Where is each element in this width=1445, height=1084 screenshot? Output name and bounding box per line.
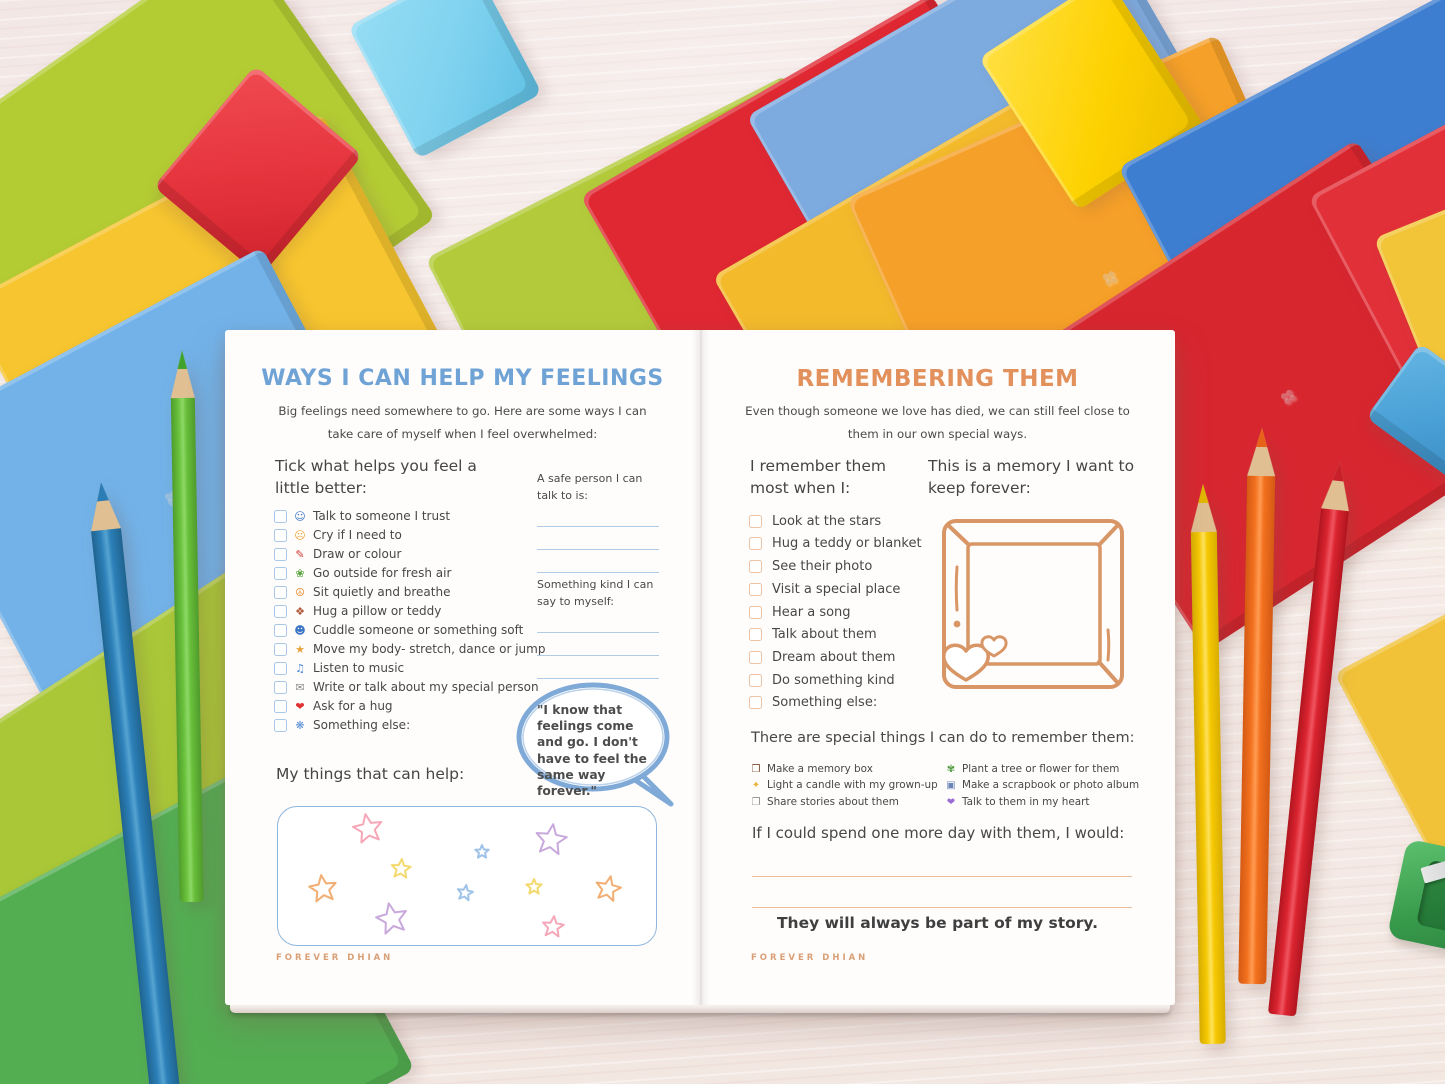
checklist-item bbox=[749, 650, 934, 667]
book-spine bbox=[692, 330, 710, 1005]
item-label: Listen to music bbox=[313, 661, 405, 676]
page-title: REMEMBERING THEM bbox=[796, 366, 1079, 392]
memory-frame[interactable] bbox=[936, 512, 1130, 698]
checkbox[interactable] bbox=[274, 510, 287, 523]
item-icon: ❒ bbox=[751, 763, 761, 775]
checkbox[interactable] bbox=[274, 662, 287, 675]
item-label: Cry if I need to bbox=[313, 528, 402, 543]
item-icon: ❖ bbox=[295, 605, 305, 619]
item-label: Talk to someone I trust bbox=[313, 509, 451, 524]
list-item bbox=[750, 763, 945, 777]
item-icon: ✎ bbox=[295, 548, 305, 562]
item-label: Share stories about them bbox=[767, 795, 899, 808]
item-label: Cuddle someone or something soft bbox=[313, 623, 524, 638]
open-workbook bbox=[225, 330, 1175, 1005]
item-label: Look at the stars bbox=[772, 513, 882, 529]
item-icon: ☹ bbox=[294, 529, 306, 543]
item-label: Make a memory box bbox=[767, 762, 873, 775]
write-line[interactable] bbox=[752, 885, 1132, 908]
picture-frame-doodle bbox=[936, 512, 1130, 698]
checkbox[interactable] bbox=[749, 515, 762, 528]
sharpener-blade bbox=[1420, 848, 1445, 884]
brand-footer: FOREVER DHIAN bbox=[751, 953, 869, 963]
closing-statement: They will always be part of my story. bbox=[776, 914, 1099, 932]
page-ways-i-can-help bbox=[225, 330, 700, 1005]
checkbox[interactable] bbox=[274, 567, 287, 580]
item-icon: ▣ bbox=[946, 780, 956, 791]
item-icon: ✾ bbox=[946, 763, 956, 775]
item-label: Draw or colour bbox=[313, 547, 402, 562]
write-line[interactable] bbox=[537, 641, 659, 656]
item-icon: ❤ bbox=[295, 700, 305, 714]
item-icon: ★ bbox=[295, 643, 305, 657]
checkbox[interactable] bbox=[274, 624, 287, 637]
checklist-item bbox=[274, 661, 534, 677]
write-line[interactable] bbox=[537, 512, 659, 527]
item-icon: ♫ bbox=[295, 662, 305, 676]
checklist-item bbox=[749, 559, 934, 576]
checkbox[interactable] bbox=[274, 605, 287, 618]
checkbox[interactable] bbox=[749, 606, 762, 619]
checklist-item bbox=[749, 536, 934, 553]
checklist-item bbox=[274, 699, 534, 715]
write-line[interactable] bbox=[537, 664, 659, 679]
item-label: Move my body- stretch, dance or jump bbox=[313, 642, 546, 657]
write-line[interactable] bbox=[537, 618, 659, 633]
list-item bbox=[750, 779, 945, 793]
item-label: Talk about them bbox=[772, 627, 877, 643]
remember-checklist bbox=[749, 508, 934, 718]
kind-words-label: Something kind I can say to myself: bbox=[537, 578, 654, 609]
list-item bbox=[945, 779, 1140, 793]
checklist-item bbox=[274, 547, 534, 563]
checkbox[interactable] bbox=[749, 537, 762, 550]
item-icon: ☮ bbox=[295, 586, 305, 600]
item-icon: ☻ bbox=[294, 624, 306, 638]
item-label: Something else: bbox=[313, 718, 411, 733]
special-list-left bbox=[750, 760, 945, 812]
item-label: Hear a song bbox=[772, 604, 851, 620]
checkbox[interactable] bbox=[274, 719, 287, 732]
checklist-item bbox=[749, 627, 934, 644]
feelings-checklist bbox=[274, 506, 546, 737]
checkbox[interactable] bbox=[749, 651, 762, 664]
item-label: Hug a teddy or blanket bbox=[772, 536, 922, 552]
item-icon: ❤ bbox=[946, 796, 956, 808]
special-heading: There are special things I can do to remember them: bbox=[751, 730, 1135, 746]
brand-footer: FOREVER DHIAN bbox=[276, 953, 394, 963]
checklist-item bbox=[274, 566, 534, 582]
checkbox[interactable] bbox=[274, 586, 287, 599]
one-more-day-heading: If I could spend one more day with them, I would: bbox=[752, 824, 1125, 842]
item-label: Write or talk about my special person bbox=[313, 680, 539, 695]
page-subtitle: Even though someone we love has died, we can still feel close to them in our own special ways. bbox=[745, 404, 1130, 441]
page-remembering-them bbox=[700, 330, 1175, 1005]
item-icon: ❋ bbox=[295, 719, 305, 733]
checklist-item bbox=[274, 528, 534, 544]
item-label: Light a candle with my grown-up bbox=[767, 779, 938, 791]
things-heading: My things that can help: bbox=[276, 765, 465, 783]
item-label: Dream about them bbox=[772, 649, 896, 665]
item-label: Talk to them in my heart bbox=[962, 795, 1090, 808]
checklist-heading: Tick what helps you feel a little better: bbox=[275, 457, 477, 497]
checklist-item bbox=[274, 642, 546, 658]
checklist-item bbox=[274, 718, 534, 734]
drawing-box[interactable] bbox=[277, 806, 657, 946]
item-label: Make a scrapbook or photo album bbox=[962, 779, 1140, 791]
page-subtitle: Big feelings need somewhere to go. Here are some ways I can take care of myself when I feel overwhelmed: bbox=[278, 404, 647, 441]
speech-bubble bbox=[511, 680, 683, 808]
checkbox[interactable] bbox=[749, 674, 762, 687]
checkbox[interactable] bbox=[274, 700, 287, 713]
list-item bbox=[750, 796, 945, 810]
speech-bubble-text: "I know that feelings come and go. I don't have to feel the same way forever." bbox=[537, 703, 647, 799]
memory-heading: This is a memory I want to keep forever: bbox=[928, 457, 1135, 497]
item-icon: ✉ bbox=[295, 681, 305, 695]
list-item bbox=[945, 763, 1140, 777]
safe-person-section bbox=[537, 470, 659, 573]
item-label: See their photo bbox=[772, 559, 873, 575]
item-icon: ☺ bbox=[294, 510, 306, 524]
item-icon: ✦ bbox=[751, 780, 761, 791]
checklist-item bbox=[749, 673, 934, 690]
item-label: Go outside for fresh air bbox=[313, 566, 452, 581]
checkbox[interactable] bbox=[274, 681, 287, 694]
write-line[interactable] bbox=[537, 558, 659, 573]
checkbox[interactable] bbox=[749, 628, 762, 641]
item-label: Sit quietly and breathe bbox=[313, 585, 451, 600]
checkbox[interactable] bbox=[749, 696, 762, 709]
special-list-right bbox=[945, 760, 1140, 812]
checklist-item bbox=[274, 604, 534, 620]
list-item bbox=[945, 796, 1140, 810]
safe-person-label: A safe person I can talk to is: bbox=[537, 472, 643, 503]
item-icon: ❐ bbox=[751, 796, 761, 808]
checklist-item bbox=[274, 680, 539, 696]
item-label: Ask for a hug bbox=[313, 699, 393, 714]
checkbox[interactable] bbox=[274, 643, 287, 656]
checklist-item bbox=[274, 585, 534, 601]
remember-heading: I remember them most when I: bbox=[750, 457, 887, 497]
item-label: Something else: bbox=[772, 695, 878, 711]
item-label: Do something kind bbox=[772, 672, 895, 688]
checkbox[interactable] bbox=[274, 548, 287, 561]
item-label: Visit a special place bbox=[772, 581, 901, 597]
item-label: Plant a tree or flower for them bbox=[962, 762, 1120, 775]
checkbox[interactable] bbox=[274, 529, 287, 542]
checkbox[interactable] bbox=[749, 583, 762, 596]
item-icon: ❀ bbox=[295, 567, 305, 581]
kind-words-section bbox=[537, 576, 659, 679]
checkbox[interactable] bbox=[749, 560, 762, 573]
write-line[interactable] bbox=[537, 535, 659, 550]
checklist-item bbox=[274, 623, 534, 639]
checklist-item bbox=[274, 509, 534, 525]
checklist-item bbox=[749, 514, 934, 531]
checklist-item bbox=[749, 582, 934, 599]
checklist-item bbox=[749, 605, 934, 622]
checklist-item bbox=[749, 695, 934, 712]
write-line[interactable] bbox=[752, 854, 1132, 877]
page-title: WAYS I CAN HELP MY FEELINGS bbox=[261, 366, 664, 391]
item-label: Hug a pillow or teddy bbox=[313, 604, 442, 619]
one-more-day-lines bbox=[752, 846, 1132, 908]
stars-doodle bbox=[278, 807, 656, 945]
pencil-sharpener bbox=[1387, 839, 1445, 962]
